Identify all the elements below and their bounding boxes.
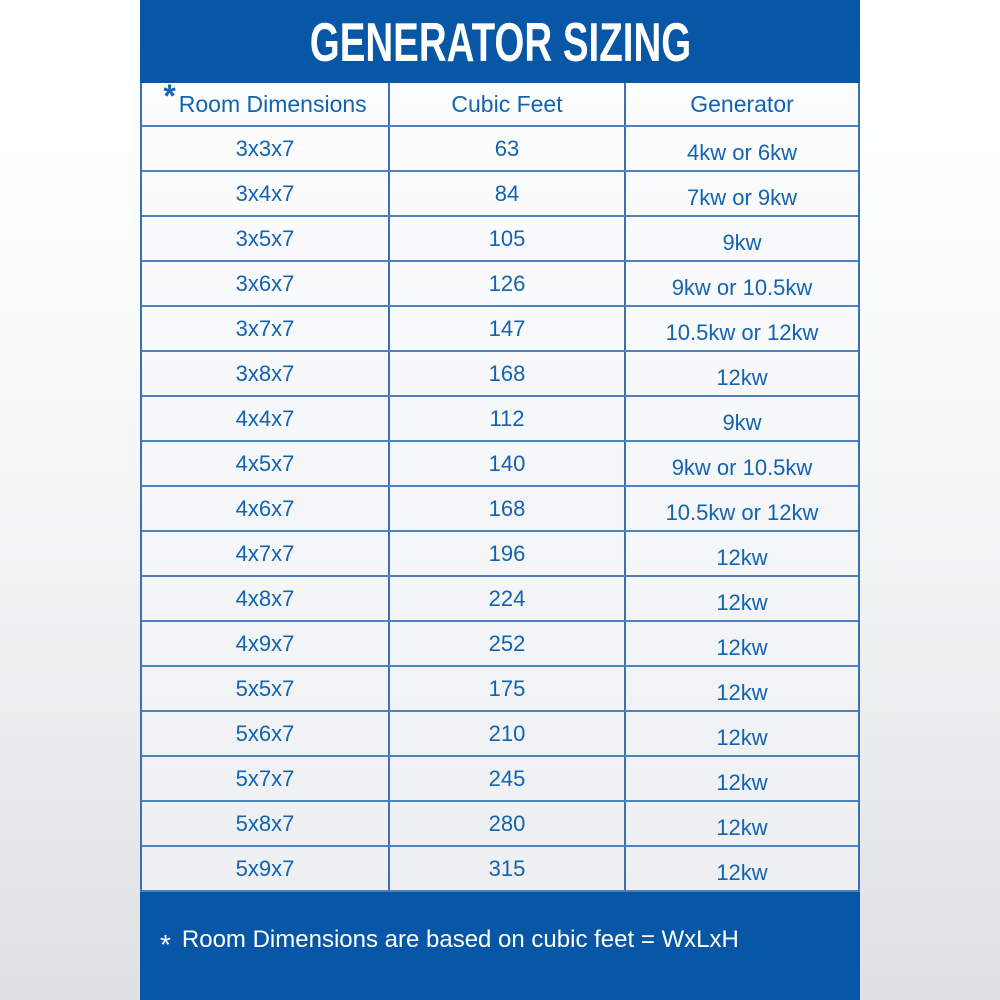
- table-row: [142, 127, 858, 172]
- generator-cell: 7kw or 9kw: [686, 184, 798, 210]
- table-row: [142, 172, 858, 217]
- generator-cell: 10.5kw or 12kw: [665, 499, 819, 525]
- footnote-bar: [140, 892, 860, 1000]
- asterisk-mark: *: [160, 929, 171, 960]
- generator-cell: 12kw: [716, 544, 768, 570]
- cubic-feet-cell: 245: [390, 757, 626, 800]
- asterisk-mark: *: [163, 77, 176, 114]
- generator-cell: 9kw or 10.5kw: [671, 454, 813, 480]
- room-dimensions-cell: 5x9x7: [142, 847, 390, 890]
- generator-cell: 9kw: [722, 229, 762, 255]
- table-row: [142, 847, 858, 892]
- table-row: [142, 262, 858, 307]
- table-row: [142, 352, 858, 397]
- table-row: [142, 757, 858, 802]
- room-dimensions-cell: 3x7x7: [142, 307, 390, 350]
- room-dimensions-cell: 4x7x7: [142, 532, 390, 575]
- cubic-feet-cell: 140: [390, 442, 626, 485]
- generator-cell: 10.5kw or 12kw: [665, 319, 819, 345]
- title-bar: [140, 0, 860, 83]
- generator-cell: 12kw: [716, 589, 768, 615]
- room-dimensions-cell: 5x7x7: [142, 757, 390, 800]
- table-row: [142, 442, 858, 487]
- generator-cell: 12kw: [716, 364, 768, 390]
- room-dimensions-cell: 4x6x7: [142, 487, 390, 530]
- generator-cell: 12kw: [716, 634, 768, 660]
- table-row: [142, 397, 858, 442]
- generator-cell: 12kw: [716, 859, 768, 885]
- cubic-feet-cell: 175: [390, 667, 626, 710]
- room-dimensions-cell: 5x8x7: [142, 802, 390, 845]
- header-cubic-feet-label: Cubic Feet: [451, 90, 563, 117]
- generator-cell: 12kw: [716, 814, 768, 840]
- cubic-feet-cell: 147: [390, 307, 626, 350]
- header-room-dimensions-label: Room Dimensions: [178, 90, 367, 117]
- generator-cell: 12kw: [716, 679, 768, 705]
- sizing-table: [140, 77, 860, 892]
- generator-sizing-panel: [140, 0, 860, 1000]
- table-row: [142, 577, 858, 622]
- generator-cell: 4kw or 6kw: [686, 139, 798, 165]
- room-dimensions-cell: 4x4x7: [142, 397, 390, 440]
- room-dimensions-cell: 4x8x7: [142, 577, 390, 620]
- room-dimensions-cell: 3x8x7: [142, 352, 390, 395]
- page-title: GENERATOR SIZING: [309, 10, 691, 73]
- room-dimensions-cell: 3x6x7: [142, 262, 390, 305]
- cubic-feet-cell: 315: [390, 847, 626, 890]
- cubic-feet-cell: 112: [390, 397, 626, 440]
- room-dimensions-cell: 4x5x7: [142, 442, 390, 485]
- cubic-feet-cell: 168: [390, 352, 626, 395]
- room-dimensions-cell: 3x4x7: [142, 172, 390, 215]
- table-row: [142, 307, 858, 352]
- footnote-text: Room Dimensions are based on cubic feet = WxLxH: [181, 926, 739, 953]
- room-dimensions-cell: 3x3x7: [142, 127, 390, 170]
- header-generator: [626, 83, 858, 125]
- cubic-feet-cell: 63: [390, 127, 626, 170]
- room-dimensions-cell: 5x5x7: [142, 667, 390, 710]
- table-row: [142, 712, 858, 757]
- table-row: [142, 667, 858, 712]
- table-row: [142, 487, 858, 532]
- generator-cell: 12kw: [716, 724, 768, 750]
- cubic-feet-cell: 105: [390, 217, 626, 260]
- header-room-dimensions: [142, 77, 390, 125]
- table-row: [142, 622, 858, 667]
- generator-cell: 9kw: [722, 409, 762, 435]
- generator-cell: 9kw or 10.5kw: [671, 274, 813, 300]
- cubic-feet-cell: 168: [390, 487, 626, 530]
- cubic-feet-cell: 126: [390, 262, 626, 305]
- cubic-feet-cell: 84: [390, 172, 626, 215]
- header-generator-label: Generator: [690, 90, 794, 117]
- cubic-feet-cell: 252: [390, 622, 626, 665]
- cubic-feet-cell: 210: [390, 712, 626, 755]
- table-header-row: [142, 77, 858, 127]
- table-row: [142, 802, 858, 847]
- cubic-feet-cell: 196: [390, 532, 626, 575]
- room-dimensions-cell: 5x6x7: [142, 712, 390, 755]
- room-dimensions-cell: 3x5x7: [142, 217, 390, 260]
- table-row: [142, 532, 858, 577]
- header-cubic-feet: [390, 83, 626, 125]
- table-row: [142, 217, 858, 262]
- room-dimensions-cell: 4x9x7: [142, 622, 390, 665]
- cubic-feet-cell: 280: [390, 802, 626, 845]
- cubic-feet-cell: 224: [390, 577, 626, 620]
- generator-cell: 12kw: [716, 769, 768, 795]
